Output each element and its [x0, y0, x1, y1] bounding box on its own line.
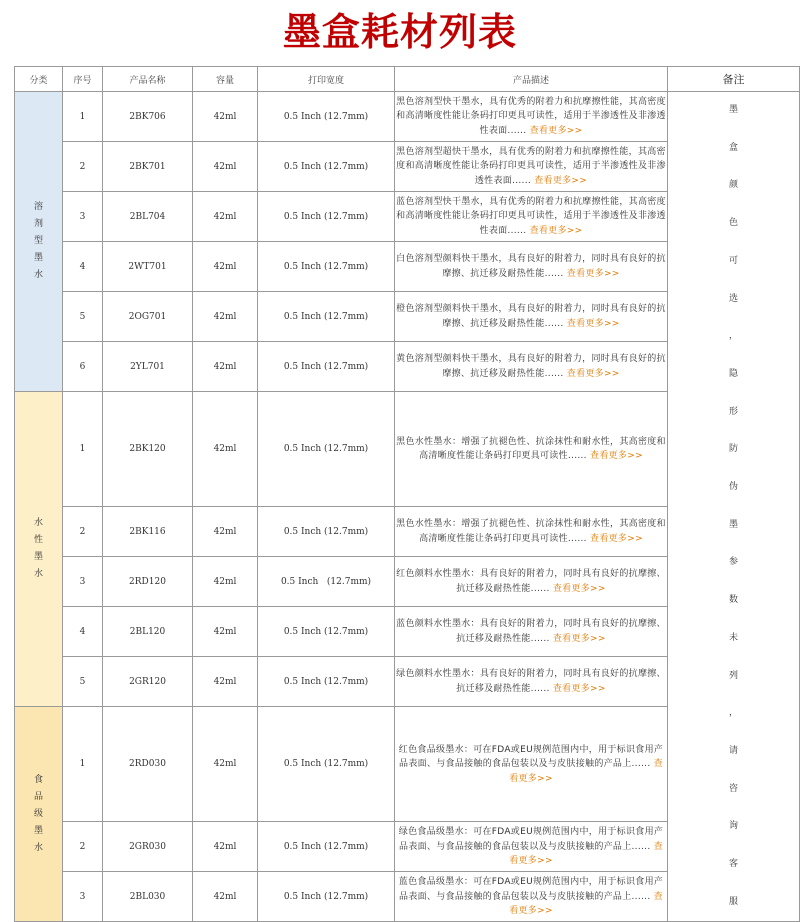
print-width: 0.5 Inch (12.7mm): [258, 392, 395, 507]
category-water-based: 水 性 墨 水: [15, 392, 63, 707]
print-width: 0.5 Inch (12.7mm): [258, 707, 395, 822]
print-width: 0.5 Inch (12.7mm): [258, 292, 395, 342]
print-width: 0.5 Inch (12.7mm): [258, 92, 395, 142]
view-more-link[interactable]: 查看更多>>: [529, 125, 583, 136]
category-solvent: 溶 剂 型 墨 水: [15, 92, 63, 392]
capacity: 42ml: [193, 707, 258, 822]
row-index: 6: [63, 342, 103, 392]
product-description: 蓝色溶剂型快干墨水，具有优秀的附着力和抗摩擦性能，其高密度和高清晰度性能让条码打印更具可读性，适用于半渗透性及非渗透性表面...... 查看更多>>: [395, 192, 668, 242]
product-description: 黑色溶剂型快干墨水，具有优秀的附着力和抗摩擦性能，其高密度和高清晰度性能让条码打印更具可读性，适用于半渗透性及非渗透性表面...... 查看更多>>: [395, 92, 668, 142]
view-more-link[interactable]: 查看更多>>: [590, 451, 643, 462]
product-description: 黑色水性墨水：增强了抗褪色性、抗涂抹性和耐水性，其高密度和高清晰度性能让条码打印更具可读性...... 查看更多>>: [395, 392, 668, 507]
product-description: 蓝色食品级墨水：可在FDA或EU规例范围内中，用于标识食用产品表面、与食品接触的食品包装以及与皮肤接触的产品上...... 查看更多>>: [395, 872, 668, 922]
product-name: 2BK706: [103, 92, 193, 142]
view-more-link[interactable]: 查看更多>>: [509, 841, 663, 867]
capacity: 42ml: [193, 822, 258, 872]
capacity: 42ml: [193, 192, 258, 242]
view-more-link[interactable]: 查看更多>>: [552, 683, 606, 694]
view-more-link[interactable]: 查看更多>>: [566, 318, 620, 329]
row-index: 2: [63, 142, 103, 192]
capacity: 42ml: [193, 657, 258, 707]
table-row: [15, 92, 800, 142]
header-description: 产品描述: [395, 67, 668, 92]
remarks-note: 墨 盒 颜 色 可 选 ， 隐 形 防 伪 墨 参 数 未 列 ， 请 咨 询 客 服: [668, 92, 800, 922]
capacity: 42ml: [193, 507, 258, 557]
row-index: 4: [63, 607, 103, 657]
product-description: 白色溶剂型颜料快干墨水，具有良好的附着力，同时具有良好的抗摩擦、抗迁移及耐热性能...... 查看更多>>: [395, 242, 668, 292]
row-index: 1: [63, 92, 103, 142]
product-name: 2GR120: [103, 657, 193, 707]
product-description: 黑色溶剂型超快干墨水，具有优秀的附着力和抗摩擦性能，其高密度和高清晰度性能让条码打印更具可读性，适用于半渗透性及非渗透性表面...... 查看更多>>: [395, 142, 668, 192]
print-width: 0.5 Inch (12.7mm): [258, 657, 395, 707]
product-name: 2BL030: [103, 872, 193, 922]
product-description: 绿色颜料水性墨水：具有良好的附着力，同时具有良好的抗摩擦、抗迁移及耐热性能...... 查看更多>>: [395, 657, 668, 707]
row-index: 3: [63, 557, 103, 607]
header-print-width: 打印宽度: [258, 67, 395, 92]
view-more-link[interactable]: 查看更多>>: [590, 533, 643, 544]
product-description: 蓝色颜料水性墨水：具有良好的附着力，同时具有良好的抗摩擦、抗迁移及耐热性能...... 查看更多>>: [395, 607, 668, 657]
product-name: 2BL120: [103, 607, 193, 657]
product-name: 2RD030: [103, 707, 193, 822]
row-index: 3: [63, 872, 103, 922]
print-width: 0.5 Inch (12.7mm): [258, 872, 395, 922]
product-name: 2WT701: [103, 242, 193, 292]
header-capacity: 容量: [193, 67, 258, 92]
product-description: 黑色水性墨水：增强了抗褪色性、抗涂抹性和耐水性，其高密度和高清晰度性能让条码打印更具可读性...... 查看更多>>: [395, 507, 668, 557]
row-index: 5: [63, 657, 103, 707]
product-name: 2BL704: [103, 192, 193, 242]
capacity: 42ml: [193, 872, 258, 922]
product-name: 2GR030: [103, 822, 193, 872]
category-food-grade: 食 品 级 墨 水: [15, 707, 63, 922]
product-name: 2BK120: [103, 392, 193, 507]
page-title: 墨盒耗材列表: [282, 10, 517, 54]
product-description: 红色颜料水性墨水：具有良好的附着力，同时具有良好的抗摩擦、抗迁移及耐热性能...... 查看更多>>: [395, 557, 668, 607]
capacity: 42ml: [193, 342, 258, 392]
view-more-link[interactable]: 查看更多>>: [552, 633, 606, 644]
header-index: 序号: [63, 67, 103, 92]
product-description: 绿色食品级墨水：可在FDA或EU规例范围内中，用于标识食用产品表面、与食品接触的食品包装以及与皮肤接触的产品上...... 查看更多>>: [395, 822, 668, 872]
product-name: 2OG701: [103, 292, 193, 342]
print-width: 0.5 Inch (12.7mm): [258, 142, 395, 192]
row-index: 3: [63, 192, 103, 242]
row-index: 4: [63, 242, 103, 292]
view-more-link[interactable]: 查看更多>>: [529, 225, 583, 236]
print-width: 0.5 Inch (12.7mm): [258, 342, 395, 392]
print-width: 0.5 Inch (12.7mm): [258, 242, 395, 292]
product-description: 红色食品级墨水：可在FDA或EU规例范围内中，用于标识食用产品表面、与食品接触的食品包装以及与皮肤接触的产品上...... 查看更多>>: [395, 707, 668, 822]
print-width: 0.5 Inch (12.7mm): [258, 192, 395, 242]
row-index: 2: [63, 507, 103, 557]
capacity: 42ml: [193, 392, 258, 507]
capacity: 42ml: [193, 557, 258, 607]
print-width: 0.5 Inch (12.7mm): [258, 557, 395, 607]
view-more-link[interactable]: 查看更多>>: [509, 891, 663, 917]
product-name: 2BK116: [103, 507, 193, 557]
header-product-name: 产品名称: [103, 67, 193, 92]
print-width: 0.5 Inch (12.7mm): [258, 507, 395, 557]
view-more-link[interactable]: 查看更多>>: [509, 759, 663, 784]
capacity: 42ml: [193, 292, 258, 342]
view-more-link[interactable]: 查看更多>>: [566, 368, 620, 379]
row-index: 2: [63, 822, 103, 872]
product-name: 2RD120: [103, 557, 193, 607]
view-more-link[interactable]: 查看更多>>: [534, 175, 588, 186]
capacity: 42ml: [193, 607, 258, 657]
view-more-link[interactable]: 查看更多>>: [552, 583, 606, 594]
header-category: 分类: [15, 67, 63, 92]
row-index: 1: [63, 392, 103, 507]
consumables-table: [14, 66, 800, 922]
capacity: 42ml: [193, 142, 258, 192]
print-width: 0.5 Inch (12.7mm): [258, 607, 395, 657]
capacity: 42ml: [193, 92, 258, 142]
product-name: 2BK701: [103, 142, 193, 192]
row-index: 1: [63, 707, 103, 822]
product-description: 黄色溶剂型颜料快干墨水，具有良好的附着力，同时具有良好的抗摩擦、抗迁移及耐热性能...... 查看更多>>: [395, 342, 668, 392]
row-index: 5: [63, 292, 103, 342]
product-name: 2YL701: [103, 342, 193, 392]
header-row: [15, 67, 800, 92]
product-description: 橙色溶剂型颜料快干墨水，具有良好的附着力，同时具有良好的抗摩擦、抗迁移及耐热性能...... 查看更多>>: [395, 292, 668, 342]
header-remarks: 备注: [668, 67, 800, 92]
capacity: 42ml: [193, 242, 258, 292]
view-more-link[interactable]: 查看更多>>: [566, 268, 620, 279]
print-width: 0.5 Inch (12.7mm): [258, 822, 395, 872]
